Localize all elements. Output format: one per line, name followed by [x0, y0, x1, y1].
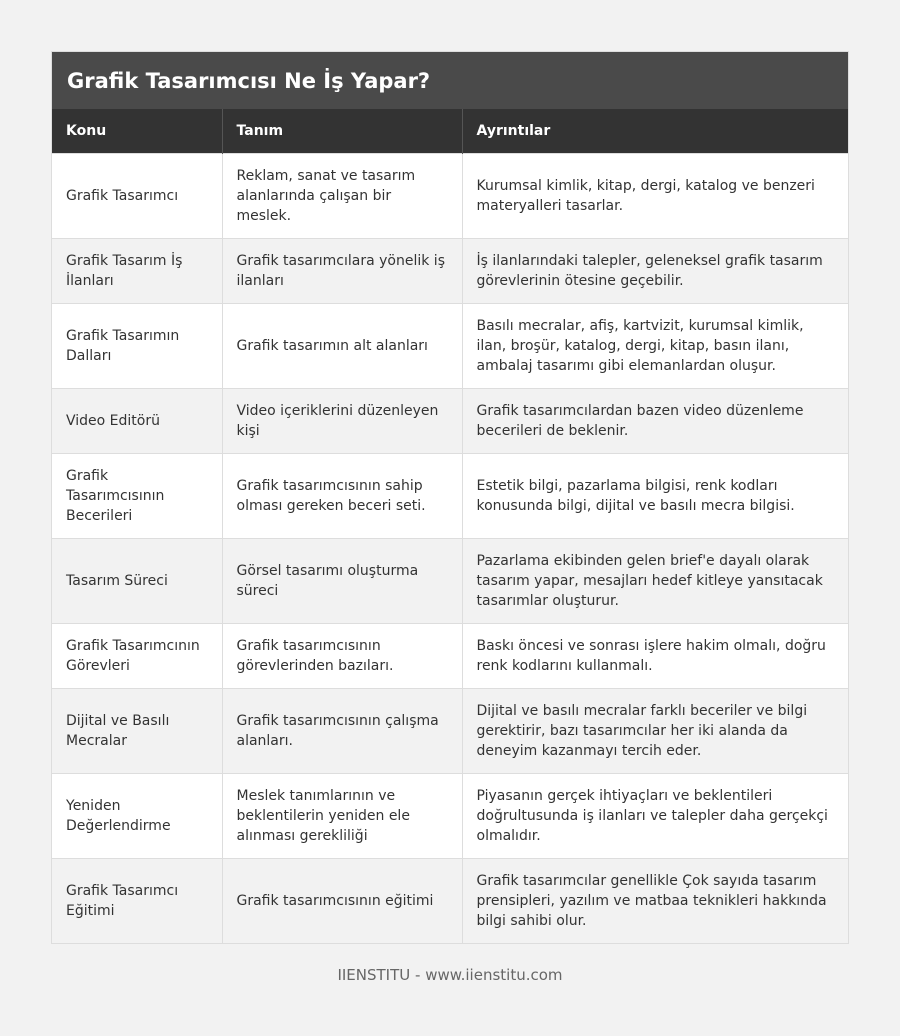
cell-ayrinti: Baskı öncesi ve sonrası işlere hakim olmalı, doğru renk kodlarını kullanmalı. — [462, 623, 848, 688]
cell-ayrinti: Grafik tasarımcılardan bazen video düzenleme becerileri de beklenir. — [462, 388, 848, 453]
cell-ayrinti: Basılı mecralar, afiş, kartvizit, kurumsal kimlik, ilan, broşür, katalog, dergi, kitap, basın ilanı, ambalaj tasarımı gibi elemanlardan oluşur. — [462, 303, 848, 388]
cell-konu: Tasarım Süreci — [52, 538, 222, 623]
cell-konu: Grafik Tasarımcının Görevleri — [52, 623, 222, 688]
cell-tanim: Grafik tasarımcısının çalışma alanları. — [222, 688, 462, 773]
cell-tanim: Grafik tasarımcılara yönelik iş ilanları — [222, 238, 462, 303]
cell-konu: Dijital ve Basılı Mecralar — [52, 688, 222, 773]
cell-tanim: Görsel tasarımı oluşturma süreci — [222, 538, 462, 623]
cell-konu: Yeniden Değerlendirme — [52, 773, 222, 858]
cell-tanim: Meslek tanımlarının ve beklentilerin yeniden ele alınması gerekliliği — [222, 773, 462, 858]
cell-ayrinti: Pazarlama ekibinden gelen brief'e dayalı olarak tasarım yapar, mesajları hedef kitleye yansıtacak tasarımlar oluşturur. — [462, 538, 848, 623]
header-row — [52, 109, 848, 153]
cell-ayrinti: Grafik tasarımcılar genellikle Çok sayıda tasarım prensipleri, yazılım ve matbaa teknikleri hakkında bilgi sahibi olur. — [462, 858, 848, 943]
cell-konu: Grafik Tasarım İş İlanları — [52, 238, 222, 303]
cell-tanim: Grafik tasarımcısının görevlerinden bazıları. — [222, 623, 462, 688]
cell-ayrinti: Piyasanın gerçek ihtiyaçları ve beklentileri doğrultusunda iş ilanları ve talepler daha gerçekçi olmalıdır. — [462, 773, 848, 858]
cell-tanim: Grafik tasarımın alt alanları — [222, 303, 462, 388]
cell-tanim: Grafik tasarımcısının sahip olması gereken beceri seti. — [222, 453, 462, 538]
table-card — [51, 51, 849, 944]
cell-konu: Grafik Tasarımcısının Becerileri — [52, 453, 222, 538]
cell-konu: Grafik Tasarımın Dalları — [52, 303, 222, 388]
table-row — [52, 858, 848, 943]
column-header-konu: Konu — [52, 109, 222, 153]
cell-ayrinti: Dijital ve basılı mecralar farklı beceriler ve bilgi gerektirir, bazı tasarımcılar her iki alanda da deneyim kazanmayı tercih eder. — [462, 688, 848, 773]
table-row — [52, 388, 848, 453]
column-header-ayrintilar: Ayrıntılar — [462, 109, 848, 153]
table-row — [52, 773, 848, 858]
cell-tanim: Grafik tasarımcısının eğitimi — [222, 858, 462, 943]
cell-konu: Video Editörü — [52, 388, 222, 453]
footer-credit: IIENSTITU - www.iienstitu.com — [337, 966, 563, 984]
table-row — [52, 453, 848, 538]
table-row — [52, 538, 848, 623]
column-header-tanim: Tanım — [222, 109, 462, 153]
table-title: Grafik Tasarımcısı Ne İş Yapar? — [52, 52, 848, 109]
table-row — [52, 303, 848, 388]
cell-tanim: Reklam, sanat ve tasarım alanlarında çalışan bir meslek. — [222, 153, 462, 238]
cell-konu: Grafik Tasarımcı Eğitimi — [52, 858, 222, 943]
table-row — [52, 688, 848, 773]
cell-konu: Grafik Tasarımcı — [52, 153, 222, 238]
cell-ayrinti: Estetik bilgi, pazarlama bilgisi, renk kodları konusunda bilgi, dijital ve basılı mecra bilgisi. — [462, 453, 848, 538]
cell-ayrinti: İş ilanlarındaki talepler, geleneksel grafik tasarım görevlerinin ötesine geçebilir. — [462, 238, 848, 303]
table-row — [52, 238, 848, 303]
cell-tanim: Video içeriklerini düzenleyen kişi — [222, 388, 462, 453]
table-row — [52, 623, 848, 688]
data-table — [52, 109, 848, 943]
cell-ayrinti: Kurumsal kimlik, kitap, dergi, katalog ve benzeri materyalleri tasarlar. — [462, 153, 848, 238]
table-row — [52, 153, 848, 238]
